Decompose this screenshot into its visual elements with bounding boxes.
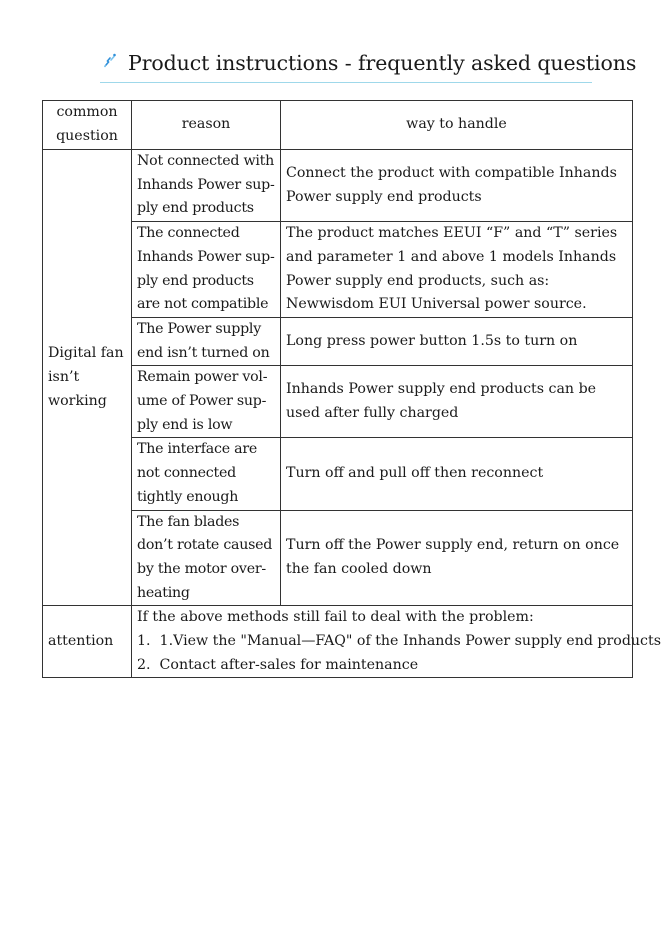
- page-header: [100, 48, 637, 83]
- question-cell: Digital fan isn’t working: [43, 150, 132, 606]
- reason-cell: The connected Inhands Power sup-ply end products are not compatible: [132, 222, 281, 318]
- handle-cell: Turn off and pull off then reconnect: [281, 438, 633, 510]
- table-row: [43, 510, 633, 606]
- table-row: [43, 150, 633, 222]
- reason-cell: The fan blades don’t rotate caused by the motor over-heating: [132, 510, 281, 606]
- attention-row: [43, 606, 633, 678]
- table-header-row: [43, 101, 633, 150]
- handle-cell: Turn off the Power supply end, return on once the fan cooled down: [281, 510, 633, 606]
- header-reason: reason: [132, 101, 281, 150]
- reason-cell: Remain power vol-ume of Power sup-ply end is low: [132, 366, 281, 438]
- handle-cell: Connect the product with compatible Inhands Power supply end products: [281, 150, 633, 222]
- handle-cell: Inhands Power supply end products can be used after fully charged: [281, 366, 633, 438]
- reason-cell: The interface are not connected tightly enough: [132, 438, 281, 510]
- reason-cell: Not connected with Inhands Power sup-ply end products: [132, 150, 281, 222]
- header-way-to-handle: way to handle: [281, 101, 633, 150]
- faq-table: [42, 100, 661, 678]
- attention-item: 1. 1.View the "Manual—FAQ" of the Inhands Power supply end products: [137, 633, 661, 650]
- table-row: [43, 366, 633, 438]
- table-row: [43, 438, 633, 510]
- attention-intro: If the above methods still fail to deal with the problem:: [137, 609, 534, 626]
- sparkle-icon: [102, 52, 118, 68]
- page-title: Product instructions - frequently asked questions: [128, 51, 637, 75]
- attention-label: attention: [43, 606, 132, 678]
- table-row: [43, 317, 633, 365]
- header-common-question: common question: [43, 101, 132, 150]
- reason-cell: The Power supply end isn’t turned on: [132, 317, 281, 365]
- attention-item: 2. Contact after-sales for maintenance: [137, 656, 419, 673]
- table-row: [43, 222, 633, 318]
- handle-cell: Long press power button 1.5s to turn on: [281, 317, 633, 365]
- attention-content: [132, 606, 661, 678]
- handle-cell: The product matches EEUI “F” and “T” series and parameter 1 and above 1 models Inhands Power supply end products, such as: Newwisdom EUI Universal power source.: [281, 222, 633, 318]
